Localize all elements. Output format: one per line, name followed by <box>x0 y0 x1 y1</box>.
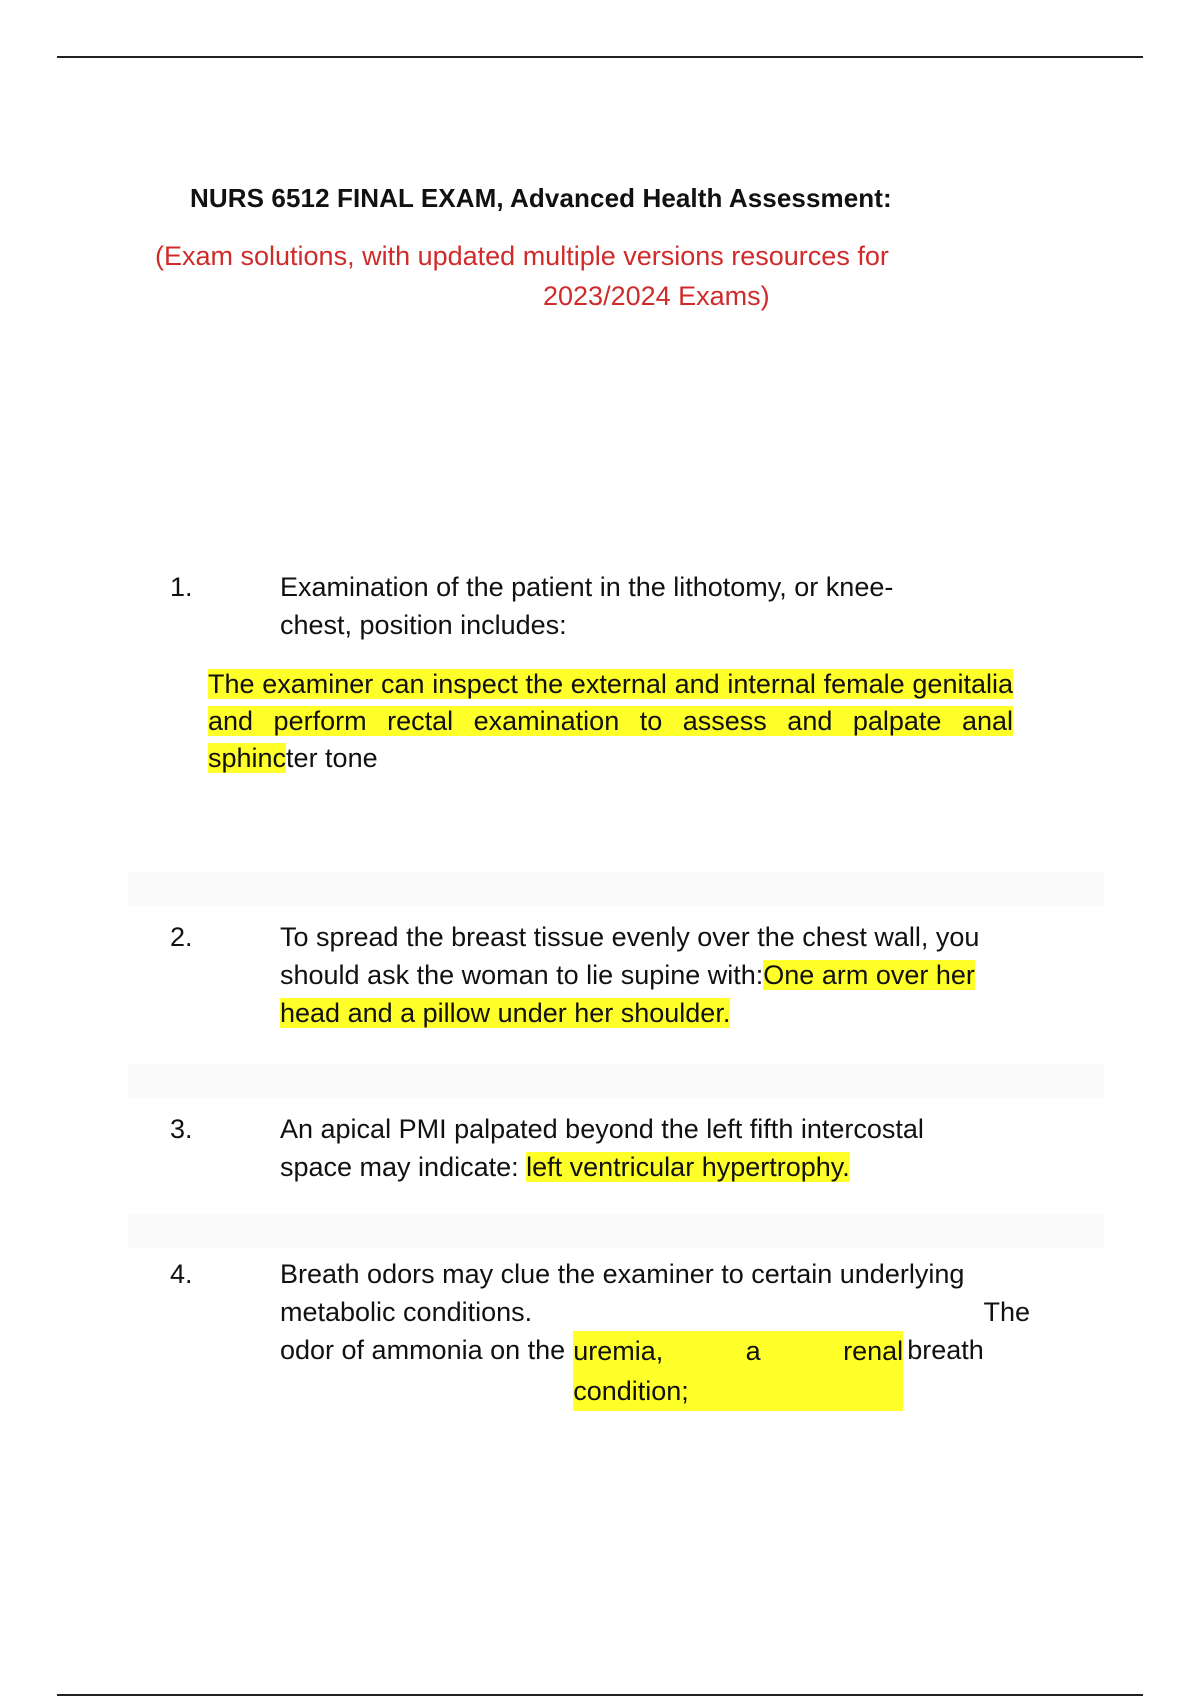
answer-word: condition; <box>573 1376 689 1406</box>
question-text: should ask the woman to lie supine with: <box>280 960 764 990</box>
question-number: 1. <box>170 572 193 602</box>
highlighted-answer: One arm over her <box>763 960 975 990</box>
question-3 <box>170 1110 1070 1186</box>
question-text: space may indicate: <box>280 1152 527 1182</box>
question-4 <box>170 1255 1070 1411</box>
question-2 <box>170 918 1070 1032</box>
question-number: 4. <box>170 1259 193 1289</box>
highlighted-answer: head and a pillow under her shoulder. <box>280 998 731 1028</box>
answer-1 <box>208 666 1013 777</box>
answer-word: renal <box>843 1336 904 1366</box>
question-text: breath <box>907 1335 984 1365</box>
question-number: 2. <box>170 922 193 952</box>
question-text: odor of ammonia on the <box>280 1335 566 1365</box>
question-text: The <box>983 1297 1030 1327</box>
document-title: NURS 6512 FINAL EXAM, Advanced Health Assessment: <box>190 183 892 213</box>
question-text-line: An apical PMI palpated beyond the left fifth intercostal <box>280 1114 924 1144</box>
question-text-line: Breath odors may clue the examiner to certain underlying <box>280 1259 965 1289</box>
answer-text: ter tone <box>286 743 378 773</box>
separator-band <box>128 1064 1104 1098</box>
highlighted-answer: The examiner can inspect the external and internal female genitalia and perform rectal examination to assess and palpate anal sphinc <box>208 669 1013 773</box>
question-number: 3. <box>170 1114 193 1144</box>
highlighted-answer: left ventricular hypertrophy. <box>526 1152 850 1182</box>
question-text-line <box>280 1293 1070 1331</box>
question-text-line <box>280 1331 1070 1411</box>
answer-word: uremia, <box>573 1336 664 1366</box>
top-rule <box>57 56 1143 58</box>
question-text: metabolic conditions. <box>280 1297 533 1327</box>
answer-word: a <box>745 1336 761 1366</box>
question-1 <box>170 568 1070 644</box>
highlighted-answer <box>573 1331 903 1411</box>
question-text-line <box>280 1148 1070 1186</box>
separator-band <box>128 1214 1104 1248</box>
subtitle-line-2: 2023/2024 Exams) <box>543 281 770 311</box>
separator-band <box>128 872 1104 906</box>
question-text-line <box>280 956 1070 994</box>
bottom-rule <box>57 1694 1143 1696</box>
question-text-line: To spread the breast tissue evenly over the chest wall, you <box>280 922 980 952</box>
question-text-line: chest, position includes: <box>280 610 567 640</box>
subtitle-line-1: (Exam solutions, with updated multiple versions resources for <box>155 241 889 271</box>
document-subtitle <box>155 236 1045 316</box>
question-text-line: Examination of the patient in the lithotomy, or knee- <box>280 572 894 602</box>
